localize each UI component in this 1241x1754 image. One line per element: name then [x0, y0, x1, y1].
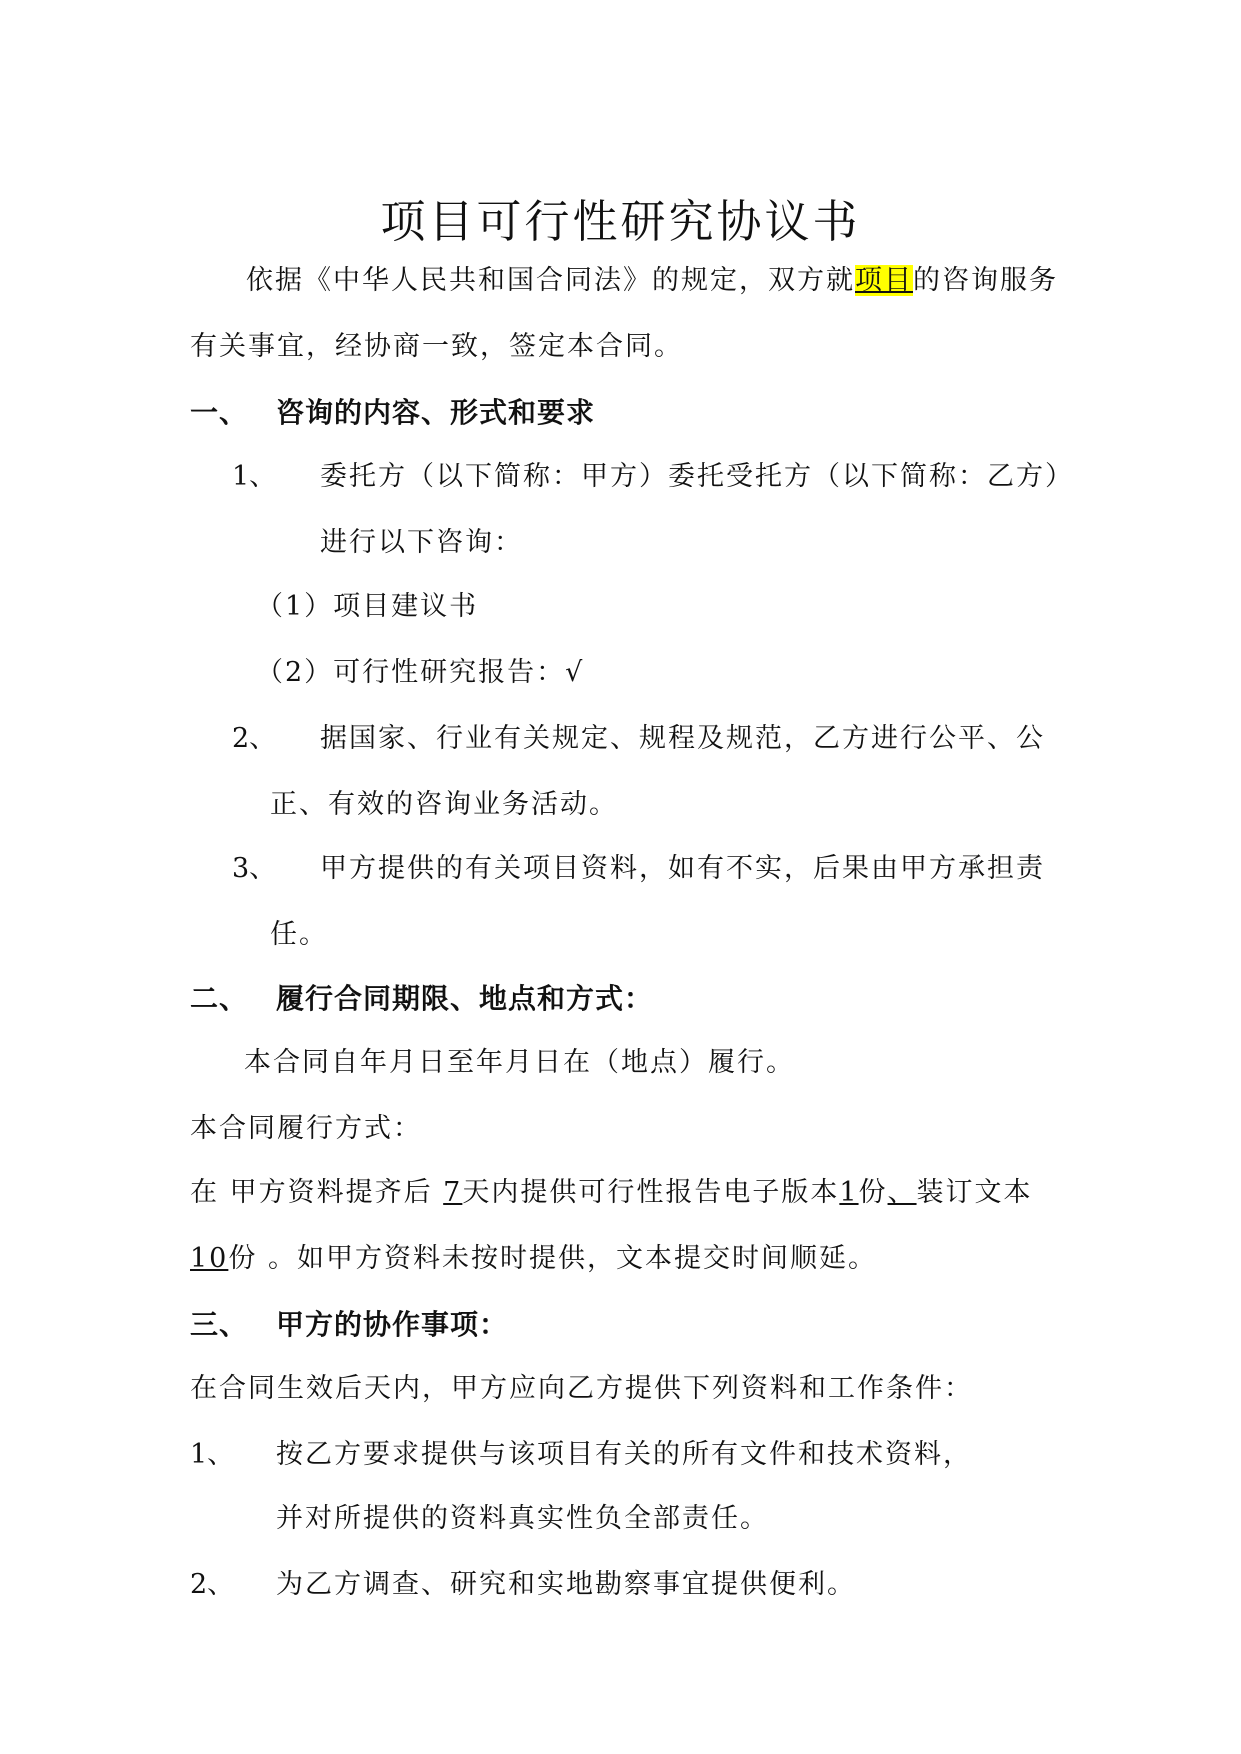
s3-item-1-line-2: 并对所提供的资料真实性负全部责任。	[276, 1503, 769, 1534]
intro-line-1	[246, 264, 1058, 298]
s1-sub-2: （2）可行性研究报告：√	[256, 657, 585, 688]
method-text-c: 份	[858, 1177, 888, 1208]
document-title: 项目可行性研究协议书	[380, 195, 861, 248]
method-days-value: 7	[443, 1177, 463, 1208]
s1-item-2-line-2: 正、有效的咨询业务活动。	[270, 789, 618, 820]
section-1-number: 一、	[190, 396, 249, 429]
method-bound-value: 10	[190, 1243, 229, 1274]
method-text-e: 份 。如甲方资料未按时提供，文本提交时间顺延。	[228, 1243, 877, 1274]
s3-item-2-number: 2、	[190, 1569, 235, 1600]
s1-item-3-line-2: 任。	[270, 919, 328, 950]
method-text-b: 天内提供可行性报告电子版本	[462, 1177, 840, 1208]
s1-item-1-line-2: 进行以下咨询：	[320, 527, 523, 558]
s3-item-1-number: 1、	[190, 1439, 235, 1470]
s2-method-line-2	[190, 1242, 877, 1276]
s1-sub-1: （1）项目建议书	[256, 591, 479, 622]
section-2-heading: 履行合同期限、地点和方式：	[276, 982, 654, 1015]
intro-text-pre: 依据《中华人民共和国合同法》的规定，双方就	[246, 265, 855, 296]
s2-period: 本合同自年月日至年月日在（地点）履行。	[244, 1047, 795, 1078]
s3-item-2-line-1: 为乙方调查、研究和实地勘察事宜提供便利。	[276, 1569, 856, 1600]
method-text-d: 装订文本	[916, 1177, 1033, 1208]
s2-method-line-1	[190, 1176, 1033, 1210]
s1-item-3-number: 3、	[232, 853, 277, 884]
s2-method-label: 本合同履行方式：	[190, 1113, 422, 1144]
s1-item-1-number: 1、	[232, 461, 277, 492]
intro-text-post: 的咨询服务	[913, 265, 1058, 296]
method-text-a: 在 甲方资料提齐后	[190, 1177, 444, 1208]
section-3-number: 三、	[190, 1308, 249, 1341]
s1-item-2-line-1: 据国家、行业有关规定、规程及规范，乙方进行公平、公	[320, 723, 1045, 754]
s3-intro: 在合同生效后天内，甲方应向乙方提供下列资料和工作条件：	[190, 1373, 973, 1404]
highlighted-project: 项目	[855, 265, 913, 296]
method-copies-value: 1	[839, 1177, 859, 1208]
intro-line-2: 有关事宜，经协商一致，签定本合同。	[190, 331, 683, 362]
method-separator: 、	[887, 1177, 917, 1208]
s1-item-1-line-1: 委托方（以下简称：甲方）委托受托方（以下简称：乙方）	[320, 461, 1074, 492]
section-2-number: 二、	[190, 982, 249, 1015]
section-3-heading: 甲方的协作事项：	[276, 1308, 509, 1341]
s1-item-2-number: 2、	[232, 723, 277, 754]
s1-item-3-line-1: 甲方提供的有关项目资料，如有不实，后果由甲方承担责	[320, 853, 1045, 884]
s3-item-1-line-1: 按乙方要求提供与该项目有关的所有文件和技术资料，	[276, 1439, 972, 1470]
section-1-heading: 咨询的内容、形式和要求	[276, 396, 596, 429]
